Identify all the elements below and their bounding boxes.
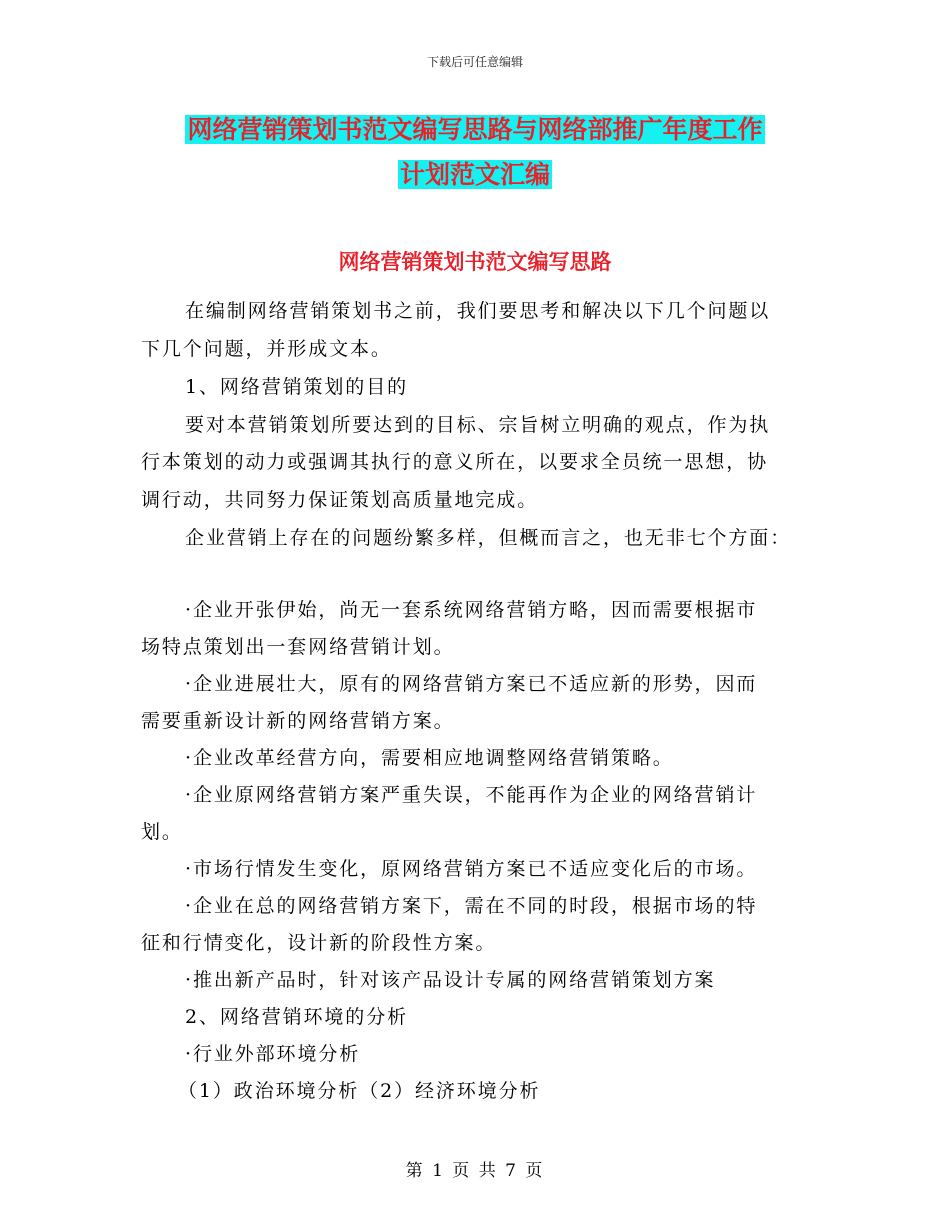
paragraph-line: （1）政治环境分析（2）经济环境分析 bbox=[178, 1080, 541, 1102]
paragraph-line: 1、网络营销策划的目的 bbox=[185, 376, 408, 398]
paragraph-line: 调行动，共同努力保证策划高质量地完成。 bbox=[141, 489, 539, 511]
document-title-text-1: 网络营销策划书范文编写思路与网络部推广年度工作 bbox=[187, 115, 763, 144]
header-note: 下载后可任意编辑 bbox=[426, 55, 523, 69]
document-title-line-2 bbox=[0, 158, 950, 192]
paragraph-line: 需要重新设计新的网络营销方案。 bbox=[141, 710, 455, 732]
paragraph-line: 征和行情变化，设计新的阶段性方案。 bbox=[141, 932, 497, 954]
document-title-text-2: 计划范文汇编 bbox=[399, 160, 550, 189]
bullet-line: ·推出新产品时，针对该产品设计专属的网络营销策划方案 bbox=[185, 969, 716, 991]
page-number: 第 1 页 共 7 页 bbox=[405, 1161, 545, 1181]
document-title-line-1 bbox=[0, 113, 950, 147]
bullet-line: ·企业开张伊始，尚无一套系统网络营销方略，因而需要根据市 bbox=[185, 599, 758, 621]
bullet-line: ·企业在总的网络营销方案下，需在不同的时段，根据市场的特 bbox=[185, 895, 758, 917]
paragraph-line: 场特点策划出一套网络营销计划。 bbox=[141, 636, 455, 658]
bullet-line: ·市场行情发生变化，原网络营销方案已不适应变化后的市场。 bbox=[185, 858, 758, 880]
paragraph-line: 划。 bbox=[141, 821, 183, 843]
paragraph-line: 2、网络营销环境的分析 bbox=[185, 1006, 408, 1028]
section-title: 网络营销策划书范文编写思路 bbox=[338, 250, 612, 274]
paragraph-line: 企业营销上存在的问题纷繁多样，但概而言之，也无非七个方面： bbox=[185, 527, 792, 549]
paragraph-line: 要对本营销策划所要达到的目标、宗旨树立明确的观点，作为执 bbox=[185, 414, 771, 436]
bullet-line: ·企业原网络营销方案严重失误，不能再作为企业的网络营销计 bbox=[185, 784, 758, 806]
paragraph-line: 在编制网络营销策划书之前，我们要思考和解决以下几个问题以 bbox=[185, 300, 771, 322]
bullet-line: ·行业外部环境分析 bbox=[185, 1043, 361, 1065]
paragraph-line: 下几个问题，并形成文本。 bbox=[141, 338, 392, 360]
bullet-line: ·企业改革经营方向，需要相应地调整网络营销策略。 bbox=[185, 747, 674, 769]
paragraph-line: 行本策划的动力或强调其执行的意义所在，以要求全员统一思想，协 bbox=[141, 451, 769, 473]
bullet-line: ·企业进展壮大，原有的网络营销方案已不适应新的形势，因而 bbox=[185, 673, 758, 695]
